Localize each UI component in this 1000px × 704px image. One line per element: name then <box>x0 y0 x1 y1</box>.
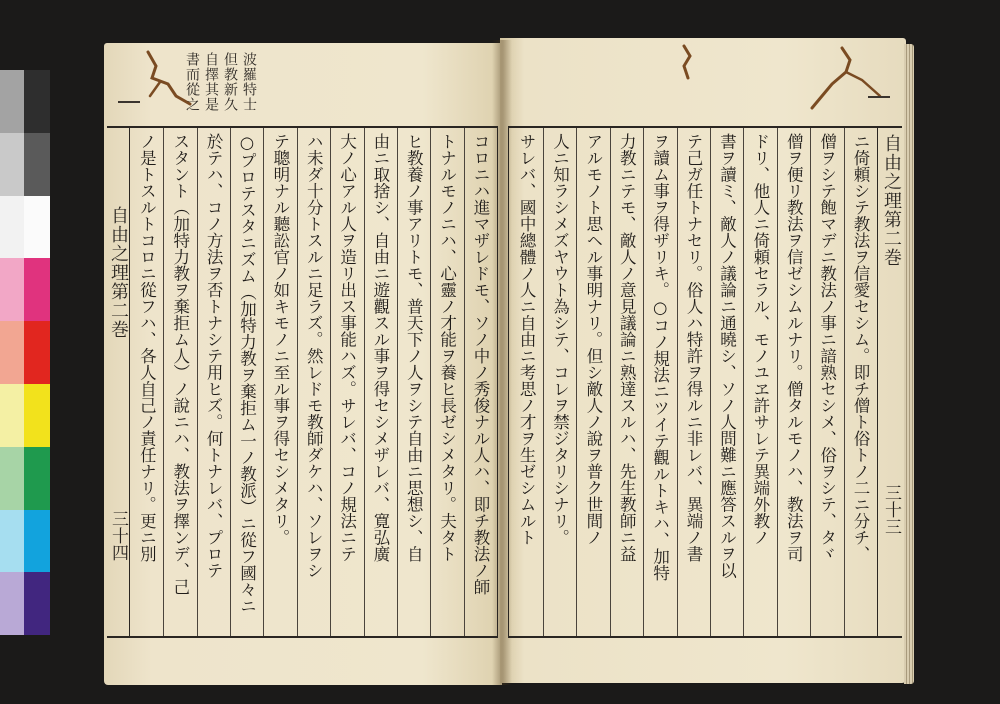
color-swatch <box>24 447 50 510</box>
text-column: テ聰明ナル聽訟官ノ如キモノニ至ル事ヲ得セシメタリ。 <box>263 128 296 636</box>
text-column: 力教ニテモ、敵人ノ意見議論ニ熟達スルハ、先生教師ニ益 <box>610 128 643 636</box>
head-note <box>182 52 258 122</box>
color-swatch <box>24 510 50 573</box>
color-swatch <box>24 133 50 196</box>
color-swatch <box>0 133 24 196</box>
text-column: 僧ヲ便リ教法ヲ信ゼシムルナリ。僧タルモノハ、教法ヲ司 <box>777 128 810 636</box>
text-column: 人ニ知ラシメズヤウト為シテ、コレヲ禁ジタリシナリ。 <box>543 128 576 636</box>
left-running-title-band <box>107 126 129 638</box>
left-running-title: 自由之理第二巻 <box>108 206 129 339</box>
color-swatch <box>24 321 50 384</box>
color-swatch <box>24 572 50 635</box>
text-column: 大ノ心アル人ヲ造リ出ス事能ハズ。サレバ、コノ規法ニテ <box>330 128 363 636</box>
text-column: コロニハ進マザレドモ、ソノ中ノ秀俊ナル人ハ、即チ教法ノ師 <box>464 128 497 636</box>
left-page-tick <box>118 101 140 103</box>
color-swatch <box>0 384 24 447</box>
text-column: スタント（加特力教ヲ棄拒ム人）ノ說ニハ、教法ヲ擇ンデ、己 <box>163 128 196 636</box>
text-column: ハ未ダ十分トスルニ足ラズ。然レドモ教師ダケハ、ソレヲシ <box>297 128 330 636</box>
right-page-tick <box>868 96 890 98</box>
color-swatch <box>0 510 24 573</box>
head-note-line: 波羅特士 <box>241 52 257 112</box>
head-note-line: 自擇其是 <box>203 52 219 112</box>
text-column: トナルモノニハ、心靈ノ才能ヲ養ヒ長ゼシメタリ。夫タト <box>430 128 463 636</box>
text-column: テ己ガ任トナセリ。俗人ハ特許ヲ得ルニ非レバ、異端ノ書 <box>677 128 710 636</box>
right-running-title-band <box>878 126 902 638</box>
right-running-title: 自由之理第二巻 <box>881 134 902 267</box>
text-column: ノ是トスルトコロニ從フハ、各人自己ノ責任ナリ。更ニ別 <box>137 133 157 562</box>
text-column: 僧ヲシテ飽マデニ教法ノ事ニ諳熟セシメ、俗ヲシテ、タヾ <box>810 128 843 636</box>
color-swatch <box>0 447 24 510</box>
color-swatch <box>0 70 24 133</box>
color-swatch <box>24 196 50 259</box>
color-swatch <box>0 196 24 259</box>
color-swatch <box>24 384 50 447</box>
right-page-number: 三十三 <box>881 484 901 535</box>
text-column: 於テハ、コノ方法ヲ否トナシテ用ヒズ。何トナレバ、プロテ <box>197 128 230 636</box>
text-column: 由ニ取捨シ、自由ニ遊觀スル事ヲ得セシメザレバ、寛弘廣 <box>364 128 397 636</box>
page-edges <box>904 44 914 684</box>
text-column: ヒ教養ノ事アリトモ、普天下ノ人ヲシテ自由ニ思想シ、自 <box>397 128 430 636</box>
text-column: ドリ、他人ニ倚頼セラル、モノユヱ許サレテ異端外教ノ <box>743 128 776 636</box>
text-column: サレバ、國中總體ノ人ニ自由ニ考思ノ才ヲ生ゼシムルト <box>517 133 537 546</box>
color-calibration-strip <box>0 70 50 636</box>
text-column: ○プロテスタニズム（加特力教ヲ棄拒ム一ノ教派）ニ從フ國々ニ <box>230 128 263 636</box>
color-swatch <box>24 70 50 133</box>
color-swatch <box>0 258 24 321</box>
head-note-line: 書而從之 <box>184 52 200 112</box>
color-swatch <box>0 321 24 384</box>
left-text-frame <box>129 126 498 638</box>
text-column: ヲ讀ム事ヲ得ザリキ。○コノ規法ニツイテ觀ルトキハ、加特 <box>643 128 676 636</box>
head-note-line: 但教新久 <box>222 52 238 112</box>
color-swatch <box>24 258 50 321</box>
text-column: ニ倚頼シテ教法ヲ信愛セシム。即チ僧ト俗トノ二ニ分チ、 <box>844 128 877 636</box>
left-page-number: 三十四 <box>108 510 128 561</box>
color-swatch <box>0 572 24 635</box>
text-column: 書ヲ讀ミ、敵人ノ議論ニ通曉シ、ソノ人問難ニ應答スルヲ以 <box>710 128 743 636</box>
right-text-frame <box>508 126 878 638</box>
text-column: アルモノト思ヘル事明ナリ。但シ敵人ノ說ヲ普ク世間ノ <box>576 128 609 636</box>
